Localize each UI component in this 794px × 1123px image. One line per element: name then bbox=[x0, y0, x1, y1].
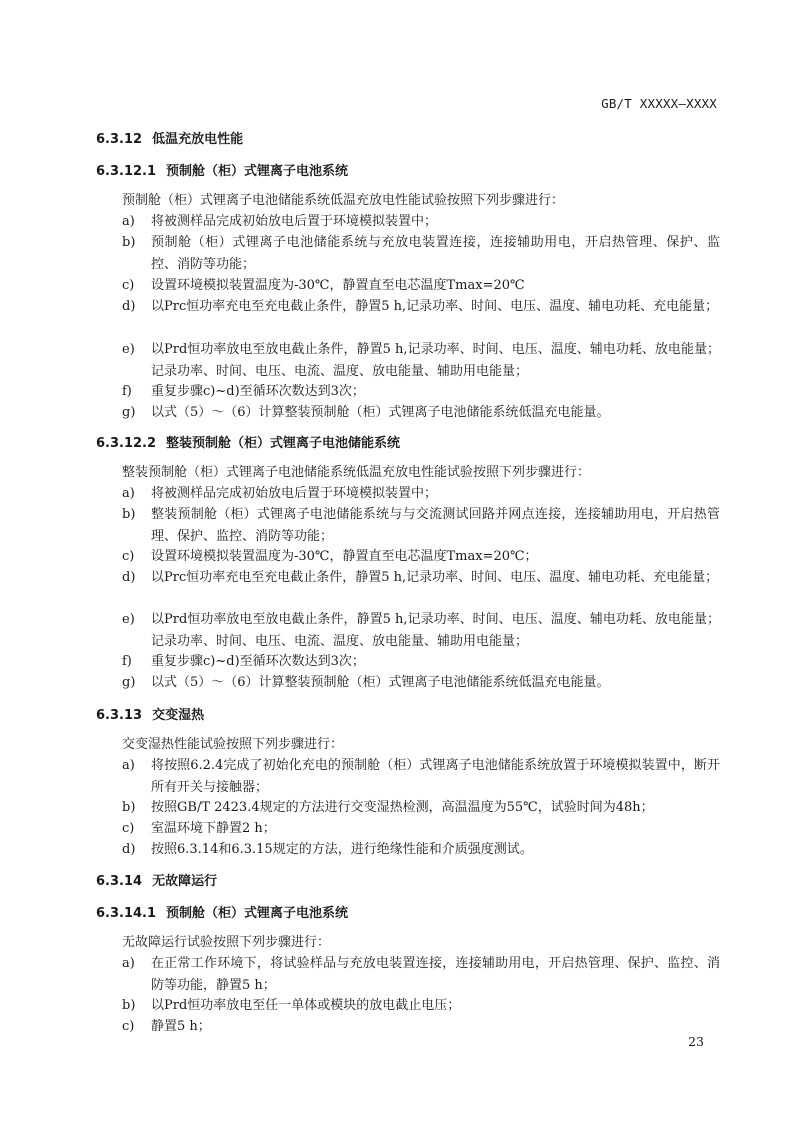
step-item bbox=[122, 402, 720, 424]
section-intro: 预制舱（柜）式锂离子电池储能系统低温充放电性能试验按照下列步骤进行： bbox=[122, 193, 565, 208]
step-label: c) bbox=[122, 821, 135, 836]
step-text: 以Prd恒功率放电至放电截止条件，静置5 h,记录功率、时间、电压、温度、辅电功耗、放电能量；记录功率、时间、电压、电流、温度、放电能量、辅助用电能量； bbox=[151, 612, 720, 649]
step-item bbox=[122, 1016, 720, 1038]
section-intro: 整装预制舱（柜）式锂离子电池储能系统低温充放电性能试验按照下列步骤进行： bbox=[122, 465, 591, 480]
section-intro: 无故障运行试验按照下列步骤进行： bbox=[122, 935, 331, 950]
step-text: 以Prd恒功率放电至任一单体或模块的放电截止电压； bbox=[151, 998, 461, 1013]
section-heading-6-3-12-1 bbox=[96, 160, 348, 179]
step-label: c) bbox=[122, 549, 135, 564]
step-label: c) bbox=[122, 278, 135, 293]
step-label: e) bbox=[122, 612, 135, 627]
section-title: 交变湿热 bbox=[152, 708, 205, 723]
page-number: 23 bbox=[688, 1034, 704, 1049]
section-heading-6-3-12 bbox=[96, 128, 243, 147]
step-label: b) bbox=[122, 507, 136, 522]
step-item bbox=[122, 651, 720, 673]
step-label: g) bbox=[122, 675, 136, 690]
step-item bbox=[122, 839, 720, 861]
step-label: d) bbox=[122, 842, 136, 857]
section-number: 6.3.12.1 bbox=[96, 164, 157, 179]
step-item bbox=[122, 797, 720, 819]
step-label: a) bbox=[122, 486, 135, 501]
step-label: f) bbox=[122, 384, 132, 399]
section-title: 预制舱（柜）式锂离子电池系统 bbox=[166, 906, 349, 921]
step-text: 以式（5）～（6）计算整装预制舱（柜）式锂离子电池储能系统低温充电能量。 bbox=[151, 675, 610, 690]
section-heading-6-3-13 bbox=[96, 704, 204, 723]
step-item bbox=[122, 609, 720, 652]
step-item bbox=[122, 953, 720, 996]
section-title: 低温充放电性能 bbox=[152, 132, 244, 147]
step-text: 室温环境下静置2 h； bbox=[151, 821, 276, 836]
step-item bbox=[122, 567, 720, 589]
section-title: 整装预制舱（柜）式锂离子电池储能系统 bbox=[166, 436, 401, 451]
step-text: 重复步骤c)~d)至循环次数达到3次； bbox=[151, 384, 365, 399]
section-number: 6.3.13 bbox=[96, 708, 143, 723]
step-item bbox=[122, 275, 720, 297]
step-text: 将被测样品完成初始放电后置于环境模拟装置中； bbox=[151, 214, 438, 229]
section-number: 6.3.14.1 bbox=[96, 906, 157, 921]
step-item bbox=[122, 211, 720, 233]
step-text: 重复步骤c)~d)至循环次数达到3次； bbox=[151, 654, 365, 669]
section-number: 6.3.14 bbox=[96, 874, 143, 889]
section-heading-6-3-14 bbox=[96, 870, 217, 889]
step-label: d) bbox=[122, 299, 136, 314]
step-item bbox=[122, 995, 720, 1017]
step-label: d) bbox=[122, 570, 136, 585]
step-label: a) bbox=[122, 214, 135, 229]
step-label: b) bbox=[122, 800, 136, 815]
step-item bbox=[122, 818, 720, 840]
step-label: b) bbox=[122, 998, 136, 1013]
step-label: g) bbox=[122, 405, 136, 420]
step-label: b) bbox=[122, 235, 136, 250]
step-item bbox=[122, 381, 720, 403]
step-item bbox=[122, 483, 720, 505]
step-text: 整装预制舱（柜）式锂离子电池储能系统与与交流测试回路并网点连接，连接辅助用电，开启热管理、保护、监控、消防等功能； bbox=[151, 507, 720, 544]
step-text: 设置环境模拟装置温度为-30℃，静置直至电芯温度Tmax=20℃； bbox=[151, 549, 538, 564]
step-text: 在正常工作环境下，将试验样品与充放电装置连接，连接辅助用电，开启热管理、保护、监控、消防等功能，静置5 h； bbox=[151, 956, 720, 993]
step-text: 以Prc恒功率充电至充电截止条件，静置5 h,记录功率、时间、电压、温度、辅电功耗、充电能量； bbox=[151, 570, 719, 585]
step-text: 按照GB/T 2423.4规定的方法进行交变湿热检测，高温温度为55℃，试验时间为48h； bbox=[151, 800, 654, 815]
step-label: c) bbox=[122, 1019, 135, 1034]
step-text: 设置环境模拟装置温度为-30℃，静置直至电芯温度Tmax=20℃ bbox=[151, 278, 525, 293]
step-label: f) bbox=[122, 654, 132, 669]
section-heading-6-3-14-1 bbox=[96, 902, 348, 921]
section-heading-6-3-12-2 bbox=[96, 432, 400, 451]
section-number: 6.3.12 bbox=[96, 132, 143, 147]
section-title: 无故障运行 bbox=[152, 874, 218, 889]
step-label: a) bbox=[122, 956, 135, 971]
step-item bbox=[122, 339, 720, 382]
document-id-header: GB/T XXXXX—XXXX bbox=[601, 96, 717, 111]
step-item bbox=[122, 504, 720, 547]
step-label: a) bbox=[122, 758, 135, 773]
section-number: 6.3.12.2 bbox=[96, 436, 157, 451]
section-intro: 交变湿热性能试验按照下列步骤进行： bbox=[122, 737, 344, 752]
step-text: 以Prc恒功率充电至充电截止条件，静置5 h,记录功率、时间、电压、温度、辅电功耗、充电能量； bbox=[151, 299, 719, 314]
step-item bbox=[122, 232, 720, 275]
step-item bbox=[122, 546, 720, 568]
step-text: 按照6.3.14和6.3.15规定的方法，进行绝缘性能和介质强度测试。 bbox=[151, 842, 533, 857]
step-label: e) bbox=[122, 342, 135, 357]
step-text: 将按照6.2.4完成了初始化充电的预制舱（柜）式锂离子电池储能系统放置于环境模拟装置中，断开所有开关与接触器； bbox=[151, 758, 720, 795]
step-text: 静置5 h； bbox=[151, 1019, 211, 1034]
step-item bbox=[122, 755, 720, 798]
step-text: 以Prd恒功率放电至放电截止条件，静置5 h,记录功率、时间、电压、温度、辅电功耗、放电能量；记录功率、时间、电压、电流、温度、放电能量、辅助用电能量； bbox=[151, 342, 720, 379]
step-text: 以式（5）～（6）计算整装预制舱（柜）式锂离子电池储能系统低温充电能量。 bbox=[151, 405, 610, 420]
step-item bbox=[122, 672, 720, 694]
section-title: 预制舱（柜）式锂离子电池系统 bbox=[166, 164, 349, 179]
step-text: 预制舱（柜）式锂离子电池储能系统与充放电装置连接，连接辅助用电，开启热管理、保护、监控、消防等功能； bbox=[151, 235, 720, 272]
step-text: 将被测样品完成初始放电后置于环境模拟装置中； bbox=[151, 486, 438, 501]
step-item bbox=[122, 296, 720, 318]
